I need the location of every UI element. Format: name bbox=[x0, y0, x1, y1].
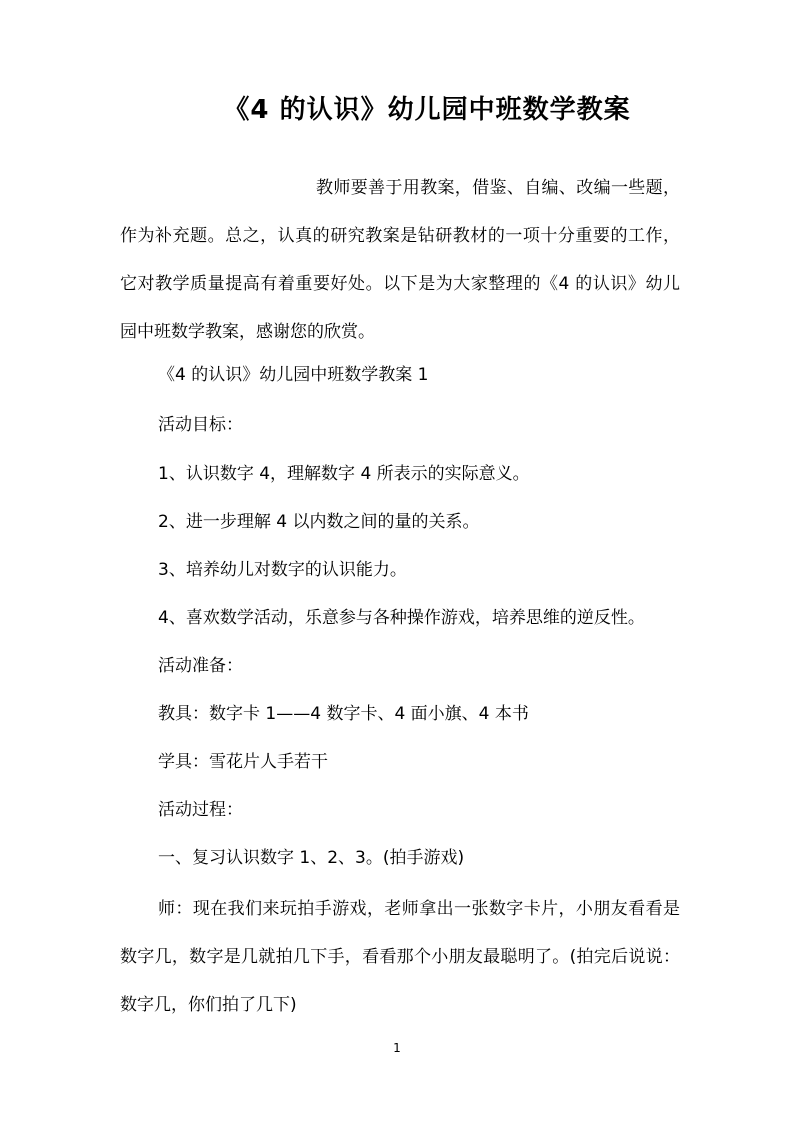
intro-paragraph: 教师要善于用教案，借鉴、自编、改编一些题，作为补充题。总之，认真的研究教案是钻研教材的一项十分重要的工作，它对教学质量提高有着重要好处。以下是为大家整理的《4 的认识》幼儿园中班数学教案，感谢您的欣赏。 bbox=[120, 178, 680, 342]
goal-item: 4、喜欢数学活动，乐意参与各种操作游戏，培养思维的逆反性。 bbox=[158, 608, 645, 628]
step-one-detail: 师：现在我们来玩拍手游戏，老师拿出一张数字卡片，小朋友看看是数字几，数字是几就拍几下手，看看那个小朋友最聪明了。(拍完后说说：数字几，你们拍了几下) bbox=[120, 899, 680, 1015]
goal-item: 2、进一步理解 4 以内数之间的量的关系。 bbox=[158, 512, 480, 532]
student-tools: 学具：雪花片人手若干 bbox=[158, 752, 328, 772]
prep-heading: 活动准备： bbox=[158, 656, 243, 676]
process-heading: 活动过程： bbox=[158, 800, 243, 820]
document-title: 《4 的认识》幼儿园中班数学教案 bbox=[223, 95, 631, 125]
goal-item: 3、培养幼儿对数字的认识能力。 bbox=[158, 560, 407, 580]
page-number: 1 bbox=[393, 1041, 401, 1055]
step-one: 一、复习认识数字 1、2、3。(拍手游戏) bbox=[158, 848, 465, 868]
goal-item: 1、认识数字 4，理解数字 4 所表示的实际意义。 bbox=[158, 464, 530, 484]
section-title: 《4 的认识》幼儿园中班数学教案 1 bbox=[158, 365, 429, 385]
teacher-tools: 教具：数字卡 1——4 数字卡、4 面小旗、4 本书 bbox=[158, 704, 529, 724]
goals-heading: 活动目标： bbox=[158, 415, 243, 435]
